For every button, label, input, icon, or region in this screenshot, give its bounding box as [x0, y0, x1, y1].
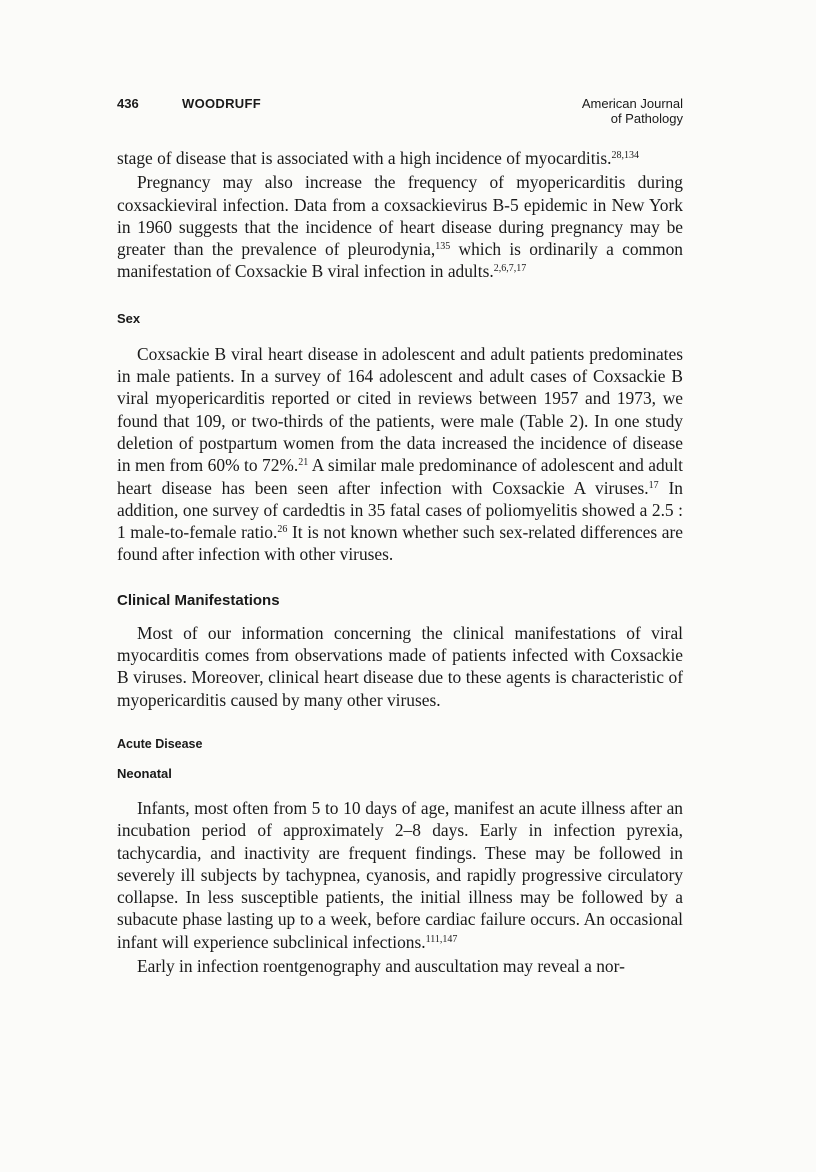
- paragraph-3-text-2: A similar male predominance of adolescent and adult heart disease has been seen after infection with Coxsackie A viruses.: [117, 455, 683, 498]
- paragraph-5: [117, 797, 683, 953]
- paragraph-2-text-2: which is ordinarily a common manifestation of Coxsackie B viral infection in adults.: [117, 239, 683, 282]
- citation-ref: 26: [277, 524, 288, 536]
- paragraph-4: Most of our information concerning the clinical manifestations of viral myocarditis comes from observations made of patients infected with Coxsackie B viruses. Moreover, clinical heart disease due to these agents is characteristic of myopericarditis caused by many other viruses.: [117, 622, 683, 710]
- paragraph-3-text-4: It is not known whether such sex-related differences are found after infection with other viruses.: [117, 522, 683, 565]
- section-heading-acute-disease: Acute Disease: [117, 736, 203, 751]
- section-heading-clinical-manifestations: Clinical Manifestations: [117, 591, 280, 609]
- paragraph-2-text: Pregnancy may also increase the frequency of myopericarditis during coxsackieviral infection. Data from a coxsackievirus B-5 epidemic in New York in 1960 suggests that the incidence of heart disease during pregnancy may be greater than the prevalence of pleurodynia,: [117, 172, 683, 260]
- journal-line-2: of Pathology: [610, 111, 683, 126]
- article-body: [117, 147, 683, 977]
- citation-ref: 111,147: [425, 933, 458, 945]
- citation-ref: 135: [435, 241, 451, 253]
- paragraph-3-text: Coxsackie B viral heart disease in adolescent and adult patients predominates in male patients. In a survey of 164 adolescent and adult cases of Coxsackie B viral myopericarditis reported or cited in reviews between 1957 and 1973, we found that 109, or two-thirds of the patients, were male (Table 2). In one study deletion of postpartum women from the data increased the incidence of disease in men from 60% to 72%.: [117, 343, 683, 476]
- paragraph-1-text: stage of disease that is associated with a high incidence of myocarditis.: [117, 148, 612, 168]
- journal-name: [582, 96, 683, 126]
- paragraph-3: [117, 343, 683, 566]
- page-number: 436: [117, 96, 139, 111]
- journal-line-1: American Journal: [581, 96, 683, 111]
- paragraph-2: [117, 171, 683, 282]
- paragraph-1: [117, 147, 683, 169]
- running-author: WOODRUFF: [182, 96, 261, 111]
- citation-ref: 17: [648, 479, 659, 491]
- citation-ref: 21: [298, 457, 309, 469]
- paragraph-3-text-3: In addition, one survey of cardedtis in 35 fatal cases of poliomyelitis showed a 2.5 : 1 male-to-female ratio.: [117, 477, 683, 543]
- section-heading-neonatal: Neonatal: [117, 765, 172, 781]
- paragraph-6: Early in infection roentgenography and auscultation may reveal a nor-: [137, 956, 625, 977]
- paragraph-5-text: Infants, most often from 5 to 10 days of age, manifest an acute illness after an incubation period of approximately 2–8 days. Early in infection pyrexia, tachycardia, and inactivity are frequent findings. These may be followed in severely ill subjects by tachypnea, cyanosis, and rapidly progressive circulatory collapse. In less susceptible patients, the initial illness may be followed by a subacute phase lasting up to a week, before cardiac failure occurs. An occasional infant will experience subclinical infections.: [117, 797, 683, 952]
- section-heading-sex: Sex: [117, 310, 141, 326]
- citation-ref: 28,134: [611, 150, 640, 161]
- citation-ref: 2,6,7,17: [493, 263, 527, 275]
